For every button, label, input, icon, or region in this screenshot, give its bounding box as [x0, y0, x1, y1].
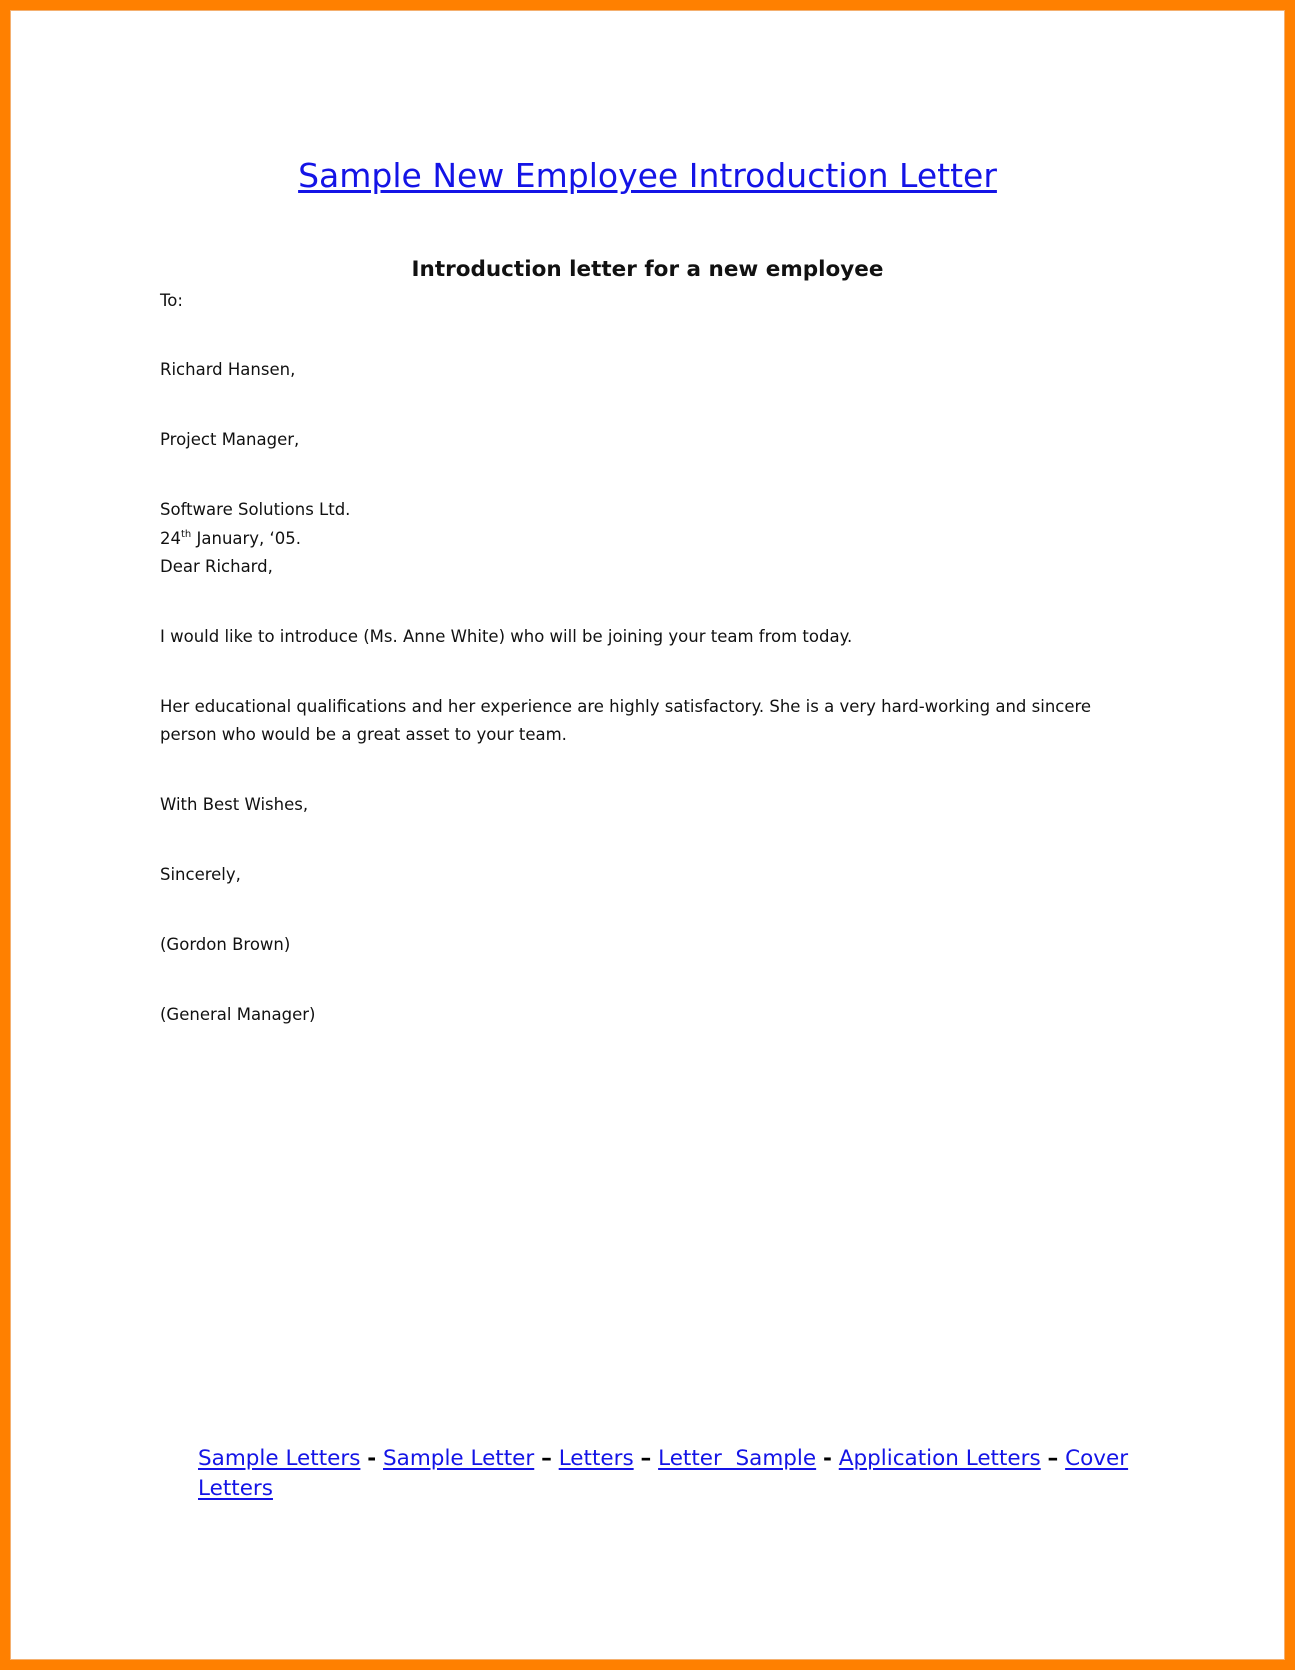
- footer-links: [198, 1444, 1138, 1504]
- to-label: To:: [160, 291, 183, 310]
- footer-link-application-letters[interactable]: Application Letters: [838, 1446, 1041, 1471]
- footer-separator: –: [541, 1446, 552, 1471]
- footer-link-sample-letter[interactable]: Sample Letter: [383, 1446, 535, 1471]
- page-title: [0, 156, 1295, 196]
- footer-separator: –: [1047, 1446, 1059, 1471]
- salutation: Dear Richard,: [160, 557, 273, 576]
- paragraph-2-line-2: person who would be a great asset to your team.: [160, 725, 567, 744]
- footer-link-letter-sample[interactable]: Letter Sample: [658, 1446, 817, 1471]
- closing-sincerely: Sincerely,: [160, 865, 241, 884]
- footer-link-sample-letters[interactable]: Sample Letters: [198, 1446, 361, 1471]
- page-title-link[interactable]: Sample New Employee Introduction Letter: [298, 156, 997, 195]
- footer-link-cover-letters[interactable]: Cover Letters: [198, 1446, 1129, 1501]
- footer-separator: –: [640, 1446, 652, 1471]
- paragraph-1: I would like to introduce (Ms. Anne White) who will be joining your team from today.: [160, 627, 853, 646]
- recipient-name: Richard Hansen,: [160, 360, 296, 379]
- date-suffix: th: [181, 529, 192, 540]
- footer-separator: -: [822, 1446, 832, 1471]
- recipient-company: Software Solutions Ltd.: [160, 500, 351, 519]
- date-day: 24: [160, 529, 181, 548]
- footer-separator: -: [367, 1446, 377, 1471]
- letter-date: [160, 525, 301, 553]
- recipient-title: Project Manager,: [160, 430, 300, 449]
- signer-title: (General Manager): [160, 1005, 316, 1024]
- date-month-year: January, ‘05.: [191, 529, 302, 548]
- letter-heading: Introduction letter for a new employee: [411, 257, 884, 282]
- signer-name: (Gordon Brown): [160, 935, 291, 954]
- footer-link-letters[interactable]: Letters: [558, 1446, 634, 1471]
- paragraph-2-line-1: Her educational qualifications and her experience are highly satisfactory. She is a very hard-working and sincere: [160, 697, 1092, 716]
- closing-best-wishes: With Best Wishes,: [160, 795, 309, 814]
